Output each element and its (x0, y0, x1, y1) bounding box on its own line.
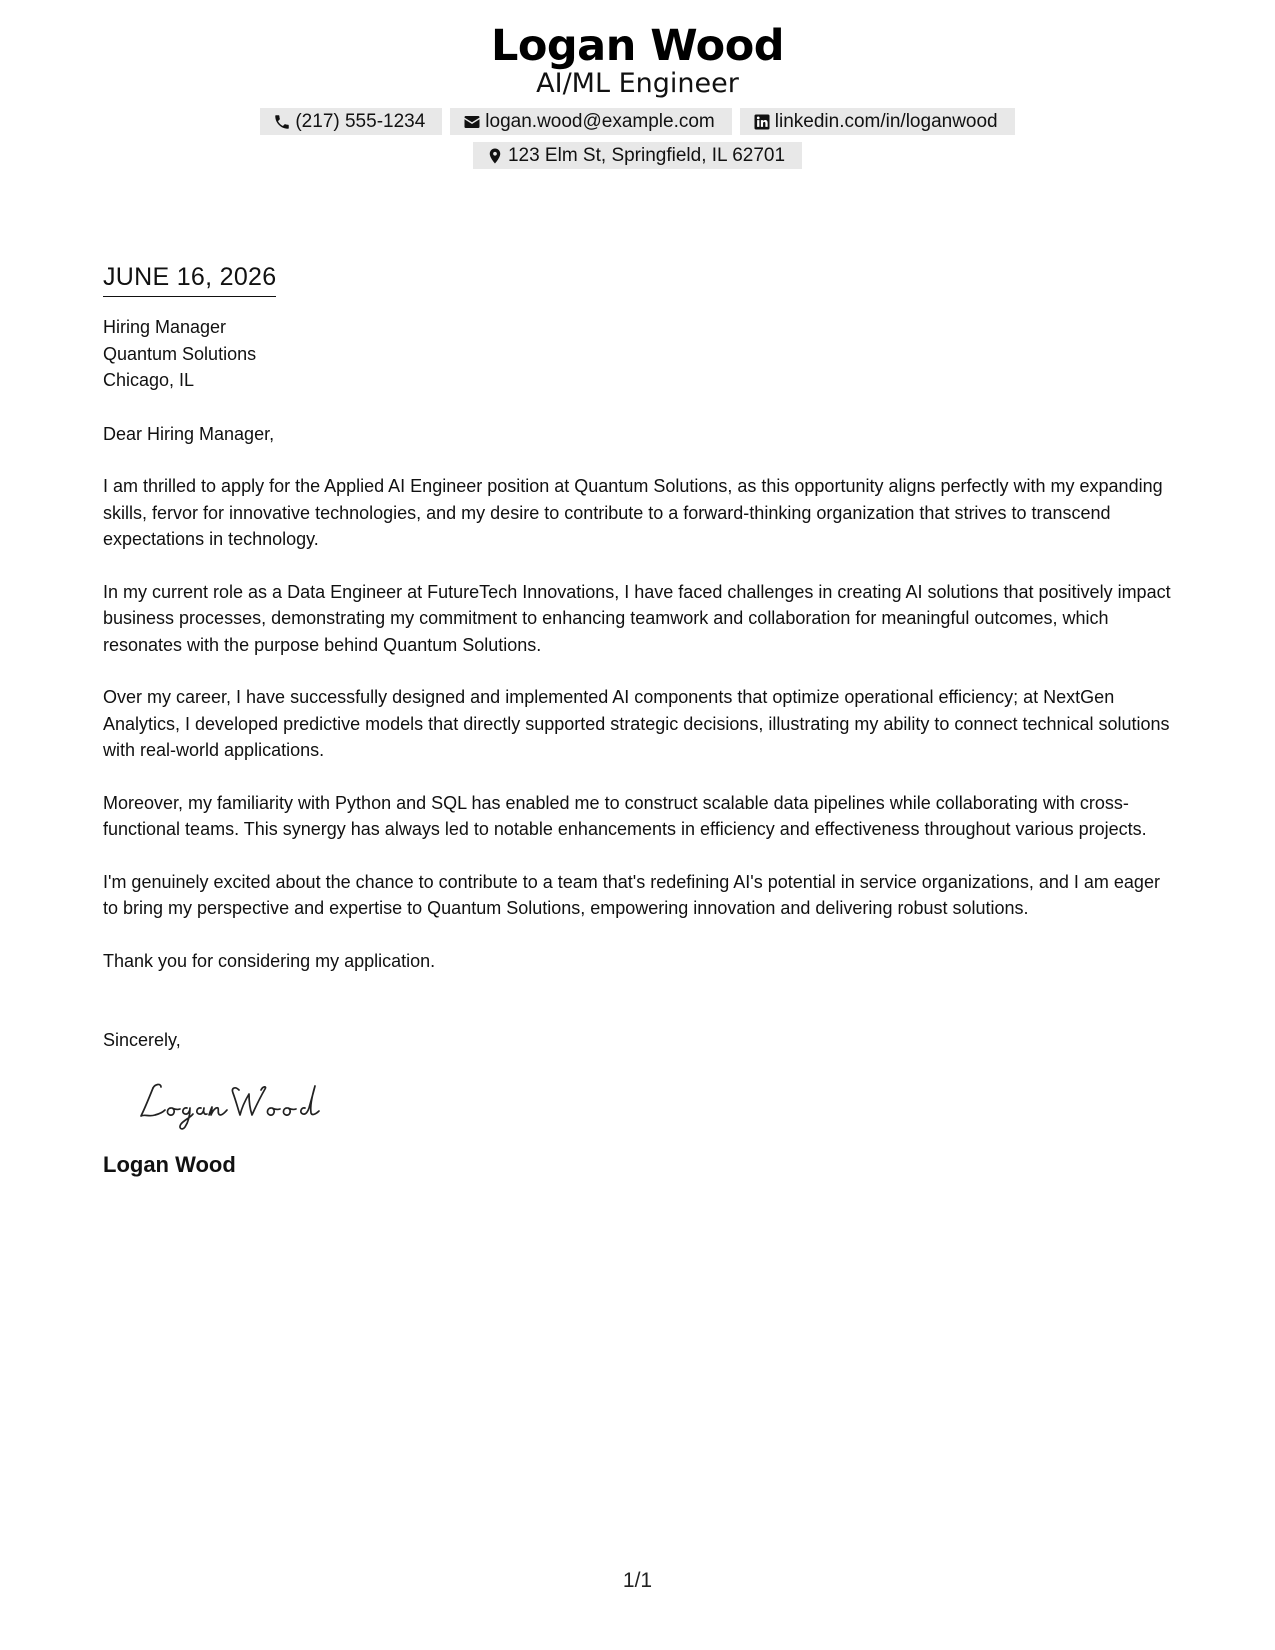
recipient-location: Chicago, IL (103, 370, 195, 390)
body-paragraph: Thank you for considering my application. (103, 950, 436, 971)
letter-body (103, 260, 1173, 1179)
signer-name: Logan Wood (103, 1152, 236, 1177)
contact-row-primary (0, 108, 1275, 135)
body-paragraph: In my current role as a Data Engineer at FutureTech Innovations, I have faced challenges in creating AI solutions that positively impact business processes, demonstrating my commitment to enhancing teamwork and collaboration for meaningful outcomes, which resonates with the purpose behind Quantum Solutions. (103, 581, 1171, 655)
contact-email-text: logan.wood@example.com (485, 110, 715, 132)
linkedin-icon (753, 113, 771, 131)
recipient-block (103, 314, 1173, 394)
body-paragraph: Moreover, my familiarity with Python and SQL has enabled me to construct scalable data pipelines while collaborating with cross-functional teams. This synergy has always led to notable enhancements in efficiency and effectiveness throughout various projects. (103, 792, 1147, 839)
salutation: Dear Hiring Manager, (103, 423, 275, 444)
letter-date: JUNE 16, 2026 (103, 260, 276, 297)
applicant-title: AI/ML Engineer (536, 68, 739, 99)
contact-address (473, 142, 802, 169)
recipient-name: Hiring Manager (103, 317, 227, 337)
body-paragraph: I am thrilled to apply for the Applied AI Engineer position at Quantum Solutions, as this opportunity aligns perfectly with my expanding skills, fervor for innovative technologies, and my desire to contribute to a forward-thinking organization that strives to transcend expectations in technology. (103, 476, 1163, 549)
recipient-company: Quantum Solutions (103, 343, 257, 364)
contact-phone-text: (217) 555-1234 (295, 110, 426, 132)
handwritten-signature (135, 1074, 335, 1132)
body-paragraph: Over my career, I have successfully designed and implemented AI components that optimize operational efficiency; at NextGen Analytics, I developed predictive models that directly supported strategic decisions, illustrating my ability to connect technical solutions with real-world applications. (103, 687, 1170, 760)
envelope-icon (463, 113, 481, 131)
page-number: 1/1 (622, 1569, 653, 1592)
contact-linkedin[interactable] (740, 108, 1015, 135)
contact-linkedin-text: linkedin.com/in/loganwood (774, 110, 998, 132)
contact-email[interactable] (450, 108, 731, 135)
body-paragraph: I'm genuinely excited about the chance to contribute to a team that's redefining AI's potential in service organizations, and I am eager to bring my perspective and expertise to Quantum Solutions, empowering innovation and delivering robust solutions. (103, 871, 1160, 918)
closing: Sincerely, (103, 1030, 181, 1050)
contact-row-secondary (0, 142, 1275, 169)
phone-icon (273, 113, 291, 131)
map-pin-icon (486, 147, 504, 165)
contact-address-text: 123 Elm St, Springfield, IL 62701 (507, 144, 786, 166)
applicant-name: Logan Wood (490, 21, 785, 71)
contact-phone[interactable] (260, 108, 442, 135)
letter-header (0, 20, 1275, 169)
